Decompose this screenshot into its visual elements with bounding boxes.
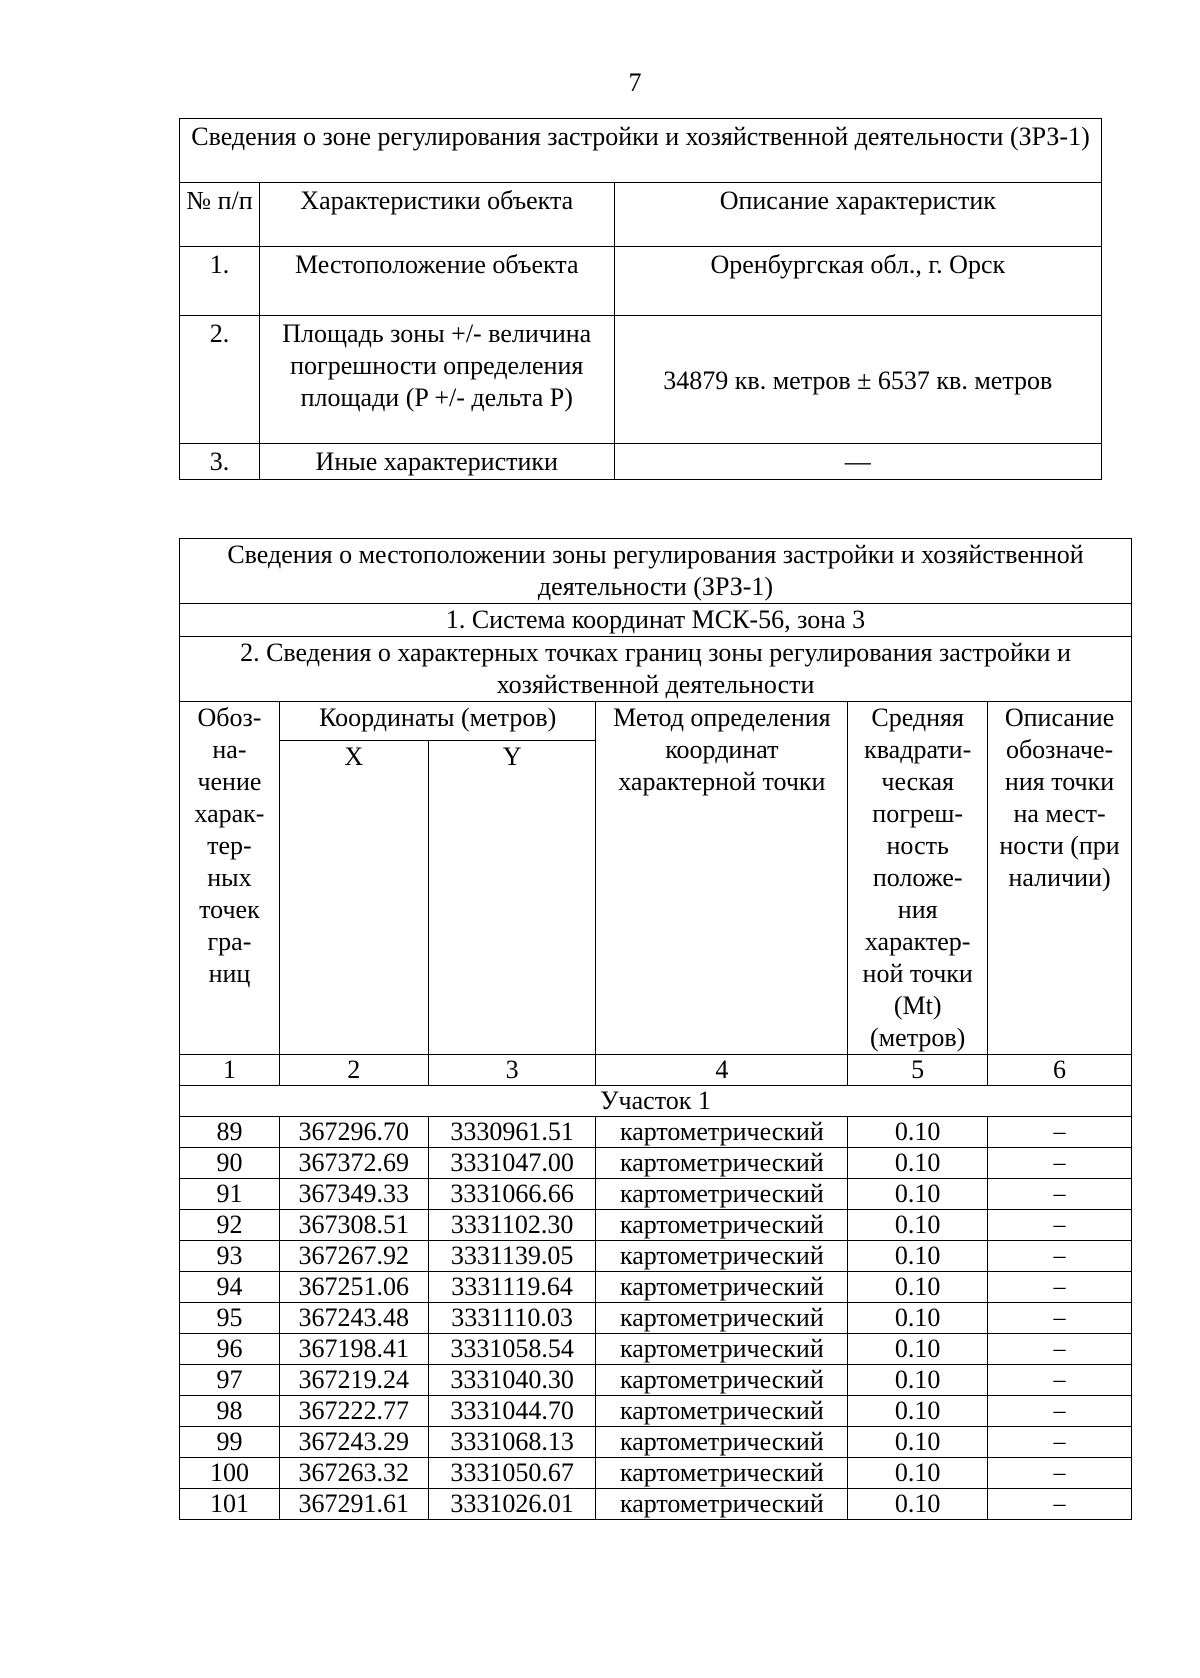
cell-mt: 0.10 <box>848 1241 988 1272</box>
cell-y: 3331044.70 <box>428 1396 596 1427</box>
cell-mt: 0.10 <box>848 1489 988 1520</box>
cell-x: 367251.06 <box>279 1272 428 1303</box>
header-description: Описание характеристик <box>614 183 1101 247</box>
cell-x: 367219.24 <box>279 1365 428 1396</box>
zone-location-table <box>179 538 1132 1520</box>
column-numbers-row: 1 2 3 4 5 6 <box>180 1055 1132 1086</box>
cell-mt: 0.10 <box>848 1303 988 1334</box>
table-row <box>180 1148 1132 1179</box>
cell-id: 91 <box>180 1179 280 1210</box>
cell-mt: 0.10 <box>848 1272 988 1303</box>
header-method: Метод определения координат характерной точки <box>596 702 848 1055</box>
cell-id: 96 <box>180 1334 280 1365</box>
table-row <box>180 1334 1132 1365</box>
cell-desc: – <box>988 1396 1132 1427</box>
zone-location-title: Сведения о местоположении зоны регулирования застройки и хозяйственной деятельности (ЗРЗ-1) <box>180 539 1132 604</box>
cell-mt: 0.10 <box>848 1365 988 1396</box>
cell-id: 89 <box>180 1117 280 1148</box>
table-row: 3. Иные характеристики — <box>180 444 1102 480</box>
header-characteristic: Характеристики объекта <box>259 183 614 247</box>
zone-info-table <box>179 118 1102 480</box>
cell-method: картометрический <box>596 1365 848 1396</box>
header-x: X <box>279 740 428 1054</box>
cell-y: 3331040.30 <box>428 1365 596 1396</box>
cell-y: 3331050.67 <box>428 1458 596 1489</box>
table-row <box>180 1365 1132 1396</box>
table-row <box>180 1303 1132 1334</box>
cell-method: картометрический <box>596 1241 848 1272</box>
cell-y: 3331066.66 <box>428 1179 596 1210</box>
cell-id: 95 <box>180 1303 280 1334</box>
cell-desc: – <box>988 1241 1132 1272</box>
cell-desc: – <box>988 1117 1132 1148</box>
table-row <box>180 1210 1132 1241</box>
cell-desc: – <box>988 1427 1132 1458</box>
cell-desc: – <box>988 1489 1132 1520</box>
cell-method: картометрический <box>596 1458 848 1489</box>
cell-y: 3331102.30 <box>428 1210 596 1241</box>
cell-y: 3331119.64 <box>428 1272 596 1303</box>
cell-method: картометрический <box>596 1396 848 1427</box>
table-row <box>180 1179 1132 1210</box>
cell-desc: – <box>988 1458 1132 1489</box>
cell-y: 3331139.05 <box>428 1241 596 1272</box>
cell-method: картометрический <box>596 1117 848 1148</box>
cell-method: картометрический <box>596 1210 848 1241</box>
table-row <box>180 1117 1132 1148</box>
cell-mt: 0.10 <box>848 1210 988 1241</box>
header-error: Средняя квадрати- ческая погреш- ность положе- ния характер- ной точки (Mt) (метров) <box>848 702 988 1055</box>
zone-info-title: Сведения о зоне регулирования застройки и хозяйственной деятельности (ЗРЗ-1) <box>180 119 1102 183</box>
table-row <box>180 1396 1132 1427</box>
table-row <box>180 1458 1132 1489</box>
cell-x: 367349.33 <box>279 1179 428 1210</box>
cell-id: 98 <box>180 1396 280 1427</box>
cell-x: 367372.69 <box>279 1148 428 1179</box>
cell-x: 367263.32 <box>279 1458 428 1489</box>
page-number: 7 <box>628 68 642 97</box>
cell-id: 97 <box>180 1365 280 1396</box>
cell-desc: – <box>988 1210 1132 1241</box>
cell-x: 367243.48 <box>279 1303 428 1334</box>
cell-method: картометрический <box>596 1179 848 1210</box>
cell-x: 367243.29 <box>279 1427 428 1458</box>
cell-method: картометрический <box>596 1489 848 1520</box>
cell-id: 92 <box>180 1210 280 1241</box>
cell-x: 367267.92 <box>279 1241 428 1272</box>
cell-x: 367222.77 <box>279 1396 428 1427</box>
cell-x: 367291.61 <box>279 1489 428 1520</box>
header-point-desc: Описание обозначе- ния точки на мест- ности (при наличии) <box>988 702 1132 1055</box>
cell-mt: 0.10 <box>848 1334 988 1365</box>
cell-id: 94 <box>180 1272 280 1303</box>
cell-y: 3331110.03 <box>428 1303 596 1334</box>
cell-y: 3330961.51 <box>428 1117 596 1148</box>
cell-id: 90 <box>180 1148 280 1179</box>
table-row: 1. Местоположение объекта Оренбургская обл., г. Орск <box>180 247 1102 316</box>
cell-desc: – <box>988 1334 1132 1365</box>
table-row <box>180 1241 1132 1272</box>
cell-x: 367296.70 <box>279 1117 428 1148</box>
header-coords: Координаты (метров) <box>279 702 596 741</box>
coord-system: 1. Система координат МСК-56, зона 3 <box>180 604 1132 637</box>
cell-y: 3331047.00 <box>428 1148 596 1179</box>
table-row <box>180 1489 1132 1520</box>
cell-id: 101 <box>180 1489 280 1520</box>
table-row <box>180 1272 1132 1303</box>
cell-method: картометрический <box>596 1334 848 1365</box>
cell-mt: 0.10 <box>848 1396 988 1427</box>
cell-desc: – <box>988 1365 1132 1396</box>
cell-y: 3331068.13 <box>428 1427 596 1458</box>
cell-method: картометрический <box>596 1272 848 1303</box>
cell-mt: 0.10 <box>848 1458 988 1489</box>
cell-mt: 0.10 <box>848 1117 988 1148</box>
header-designation: Обоз- на- чение харак- тер- ных точек гра- ниц <box>180 702 280 1055</box>
header-num: № п/п <box>180 183 260 247</box>
cell-method: картометрический <box>596 1427 848 1458</box>
cell-mt: 0.10 <box>848 1427 988 1458</box>
cell-mt: 0.10 <box>848 1179 988 1210</box>
cell-id: 93 <box>180 1241 280 1272</box>
cell-desc: – <box>988 1179 1132 1210</box>
header-y: Y <box>428 740 596 1054</box>
cell-x: 367308.51 <box>279 1210 428 1241</box>
cell-method: картометрический <box>596 1148 848 1179</box>
cell-id: 99 <box>180 1427 280 1458</box>
cell-desc: – <box>988 1303 1132 1334</box>
cell-mt: 0.10 <box>848 1148 988 1179</box>
cell-id: 100 <box>180 1458 280 1489</box>
cell-x: 367198.41 <box>279 1334 428 1365</box>
points-title: 2. Сведения о характерных точках границ зоны регулирования застройки и хозяйственной деятельности <box>180 637 1132 702</box>
cell-method: картометрический <box>596 1303 848 1334</box>
cell-desc: – <box>988 1148 1132 1179</box>
table-row: 2. Площадь зоны +/- величина погрешности определения площади (P +/- дельта P) 34879 кв. метров ± 6537 кв. метров <box>180 316 1102 444</box>
cell-y: 3331058.54 <box>428 1334 596 1365</box>
cell-y: 3331026.01 <box>428 1489 596 1520</box>
section-label: Участок 1 <box>180 1086 1132 1117</box>
table-row <box>180 1427 1132 1458</box>
cell-desc: – <box>988 1272 1132 1303</box>
